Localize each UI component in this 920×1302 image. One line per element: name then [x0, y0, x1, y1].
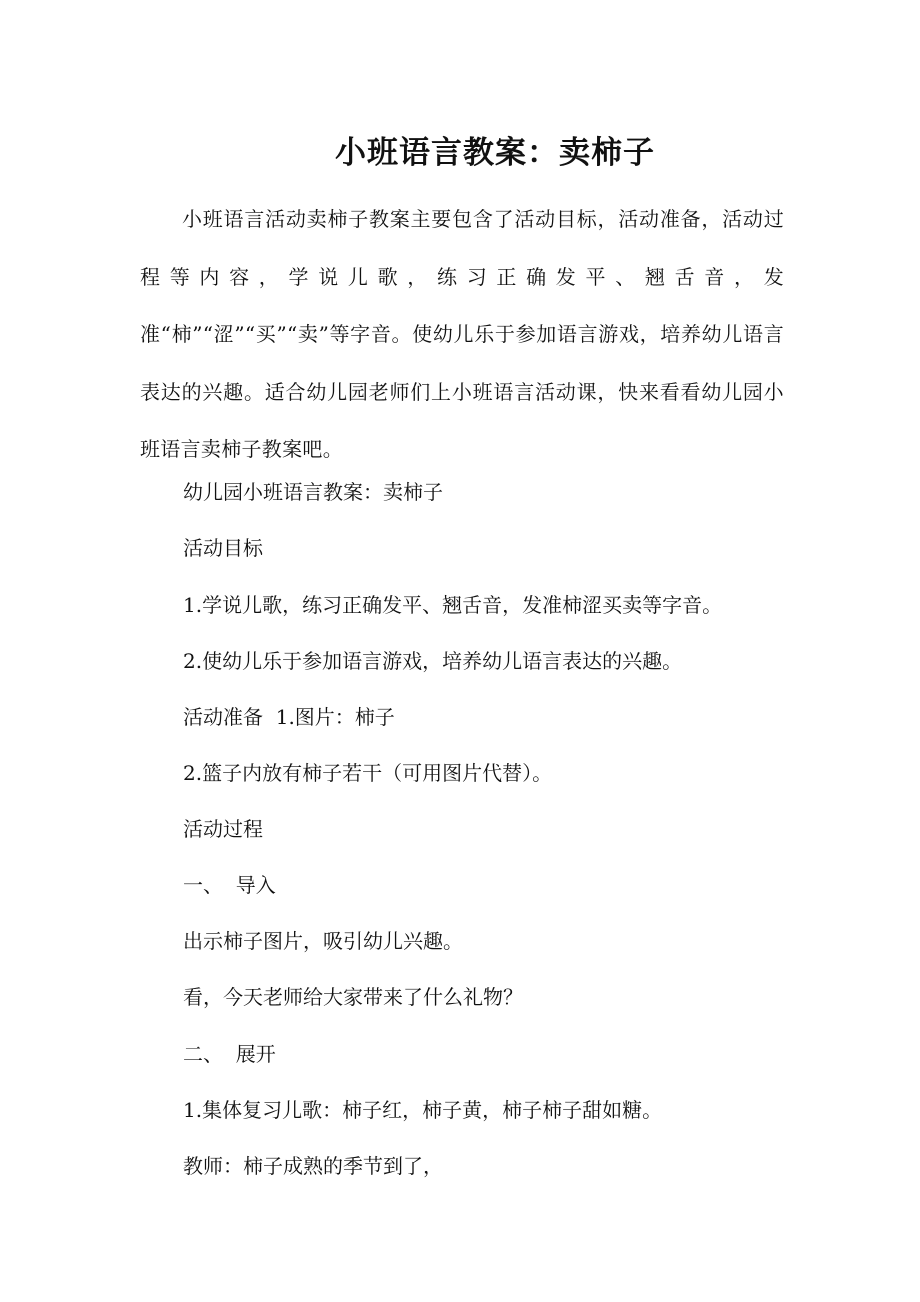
page-title: 小班语言教案：卖柿子 — [335, 134, 655, 171]
preparation-item-2: 2.篮子内放有柿子若干（可用图片代替）。 — [183, 761, 553, 785]
step-text-1: 出示柿子图片，吸引幼儿兴趣。 — [183, 929, 463, 953]
goal-item-2: 2.使幼儿乐于参加语言游戏，培养幼儿语言表达的兴趣。 — [183, 649, 683, 673]
step-text-3: 1.集体复习儿歌：柿子红，柿子黄，柿子柿子甜如糖。 — [183, 1098, 663, 1122]
preparation-item-1: 活动准备 1.图片：柿子 — [183, 705, 395, 729]
step-heading-expand: 二、 展开 — [183, 1042, 276, 1066]
goal-item-1: 1.学说儿歌，练习正确发平、翘舌音，发准柿涩买卖等字音。 — [183, 593, 723, 617]
step-text-4: 教师：柿子成熟的季节到了， — [183, 1154, 443, 1178]
section-heading-goals: 活动目标 — [183, 536, 263, 560]
section-heading-process: 活动过程 — [183, 817, 263, 841]
intro-paragraph: 小班语言活动卖柿子教案主要包含了活动目标，活动准备，活动过程等内容，学说儿歌，练习正确发平、翘舌音，发准“柿”“涩”“买”“卖”等字音。使幼儿乐于参加语言游戏，培养幼儿语言表达的兴趣。适合幼儿园老师们上小班语言活动课，快来看看幼儿园小班语言卖柿子教案吧。 — [140, 207, 784, 461]
step-text-2: 看，今天老师给大家带来了什么礼物？ — [183, 985, 523, 1009]
lesson-subtitle: 幼儿园小班语言教案：卖柿子 — [183, 480, 443, 504]
step-heading-intro: 一、 导入 — [183, 873, 276, 897]
